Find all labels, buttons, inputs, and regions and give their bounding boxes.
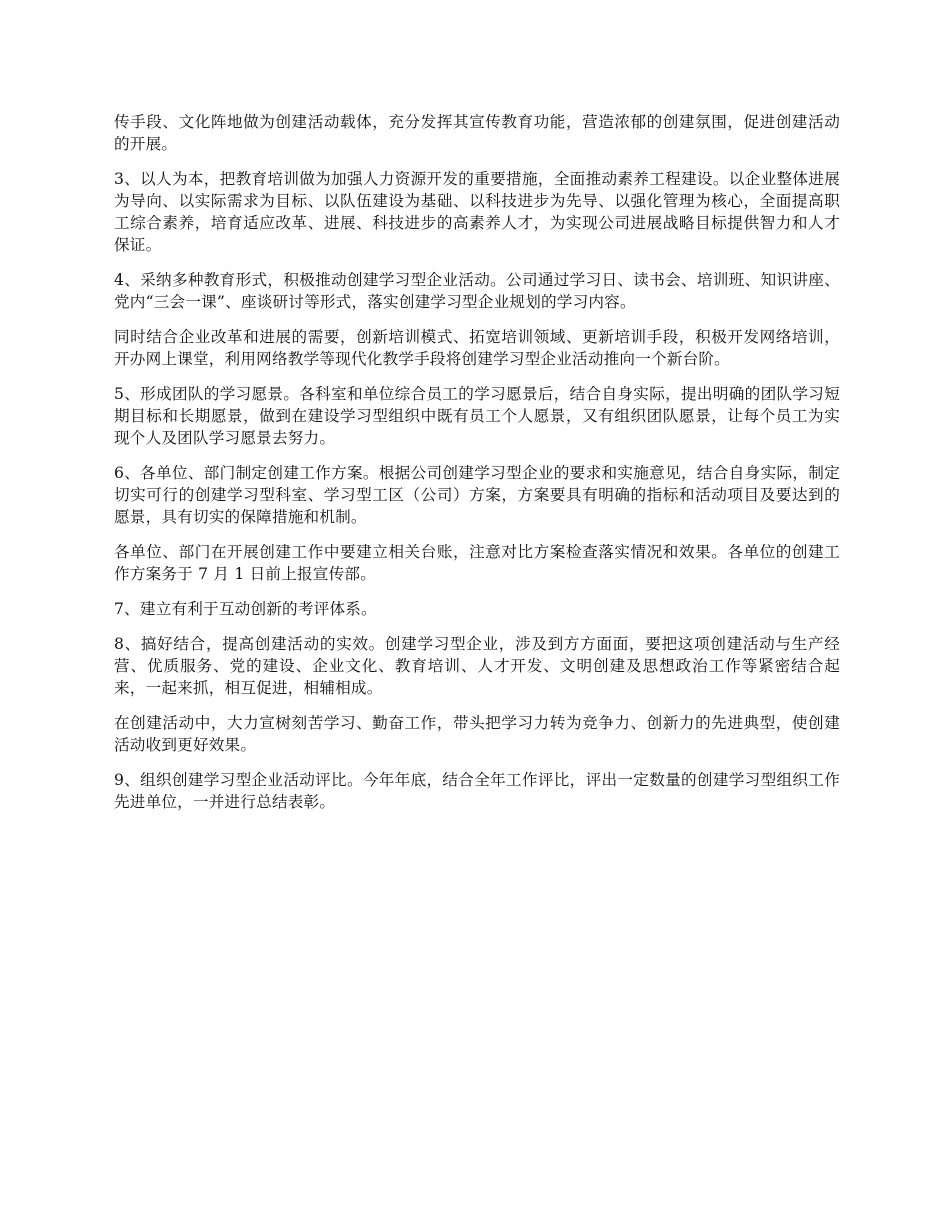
paragraph-item-4: 4、采纳多种教育形式，积极推动创建学习型企业活动。公司通过学习日、读书会、培训班、知识讲座、党内“三会一课”、座谈研讨等形式，落实创建学习型企业规划的学习内容。 bbox=[114, 271, 840, 311]
paragraph-item-6: 6、各单位、部门制定创建工作方案。根据公司创建学习型企业的要求和实施意见，结合自身实际，制定切实可行的创建学习型科室、学习型工区（公司）方案，方案要具有明确的指标和活动项目及要达到的愿景，具有切实的保障措施和机制。 bbox=[114, 464, 840, 526]
paragraph-item-8-continuation: 在创建活动中，大力宣树刻苦学习、勤奋工作，带头把学习力转为竞争力、创新力的先进典型，使创建活动收到更好效果。 bbox=[114, 714, 840, 754]
paragraph-item-7: 7、建立有利于互动创新的考评体系。 bbox=[114, 600, 377, 618]
paragraph-item-6-continuation: 各单位、部门在开展创建工作中要建立相关台账，注意对比方案检查落实情况和效果。各单位的创建工作方案务于 7 月 1 日前上报宣传部。 bbox=[114, 543, 840, 583]
paragraph-item-8: 8、搞好结合，提高创建活动的实效。创建学习型企业，涉及到方方面面，要把这项创建活动与生产经营、优质服务、党的建设、企业文化、教育培训、人才开发、文明创建及思想政治工作等紧密结合起来，一起来抓，相互促进，相辅相成。 bbox=[114, 635, 840, 697]
paragraph-item-4-continuation: 同时结合企业改革和进展的需要，创新培训模式、拓宽培训领域、更新培训手段，积极开发网络培训，开办网上课堂，利用网络教学等现代化教学手段将创建学习型企业活动推向一个新台阶。 bbox=[114, 328, 840, 368]
paragraph-intro-continuation: 传手段、文化阵地做为创建活动载体，充分发挥其宣传教育功能，营造浓郁的创建氛围，促进创建活动的开展。 bbox=[114, 113, 840, 153]
paragraph-item-3: 3、以人为本，把教育培训做为加强人力资源开发的重要措施，全面推动素养工程建设。以企业整体进展为导向、以实际需求为目标、以队伍建设为基础、以科技进步为先导、以强化管理为核心，全面提高职工综合素养，培育适应改革、进展、科技进步的高素养人才，为实现公司进展战略目标提供智力和人才保证。 bbox=[114, 170, 840, 254]
paragraph-item-5: 5、形成团队的学习愿景。各科室和单位综合员工的学习愿景后，结合自身实际，提出明确的团队学习短期目标和长期愿景，做到在建设学习型组织中既有员工个人愿景，又有组织团队愿景，让每个员工为实现个人及团队学习愿景去努力。 bbox=[114, 385, 840, 447]
paragraph-item-9: 9、组织创建学习型企业活动评比。今年年底，结合全年工作评比，评出一定数量的创建学习型组织工作先进单位，一并进行总结表彰。 bbox=[114, 771, 840, 811]
document-body bbox=[114, 111, 840, 826]
